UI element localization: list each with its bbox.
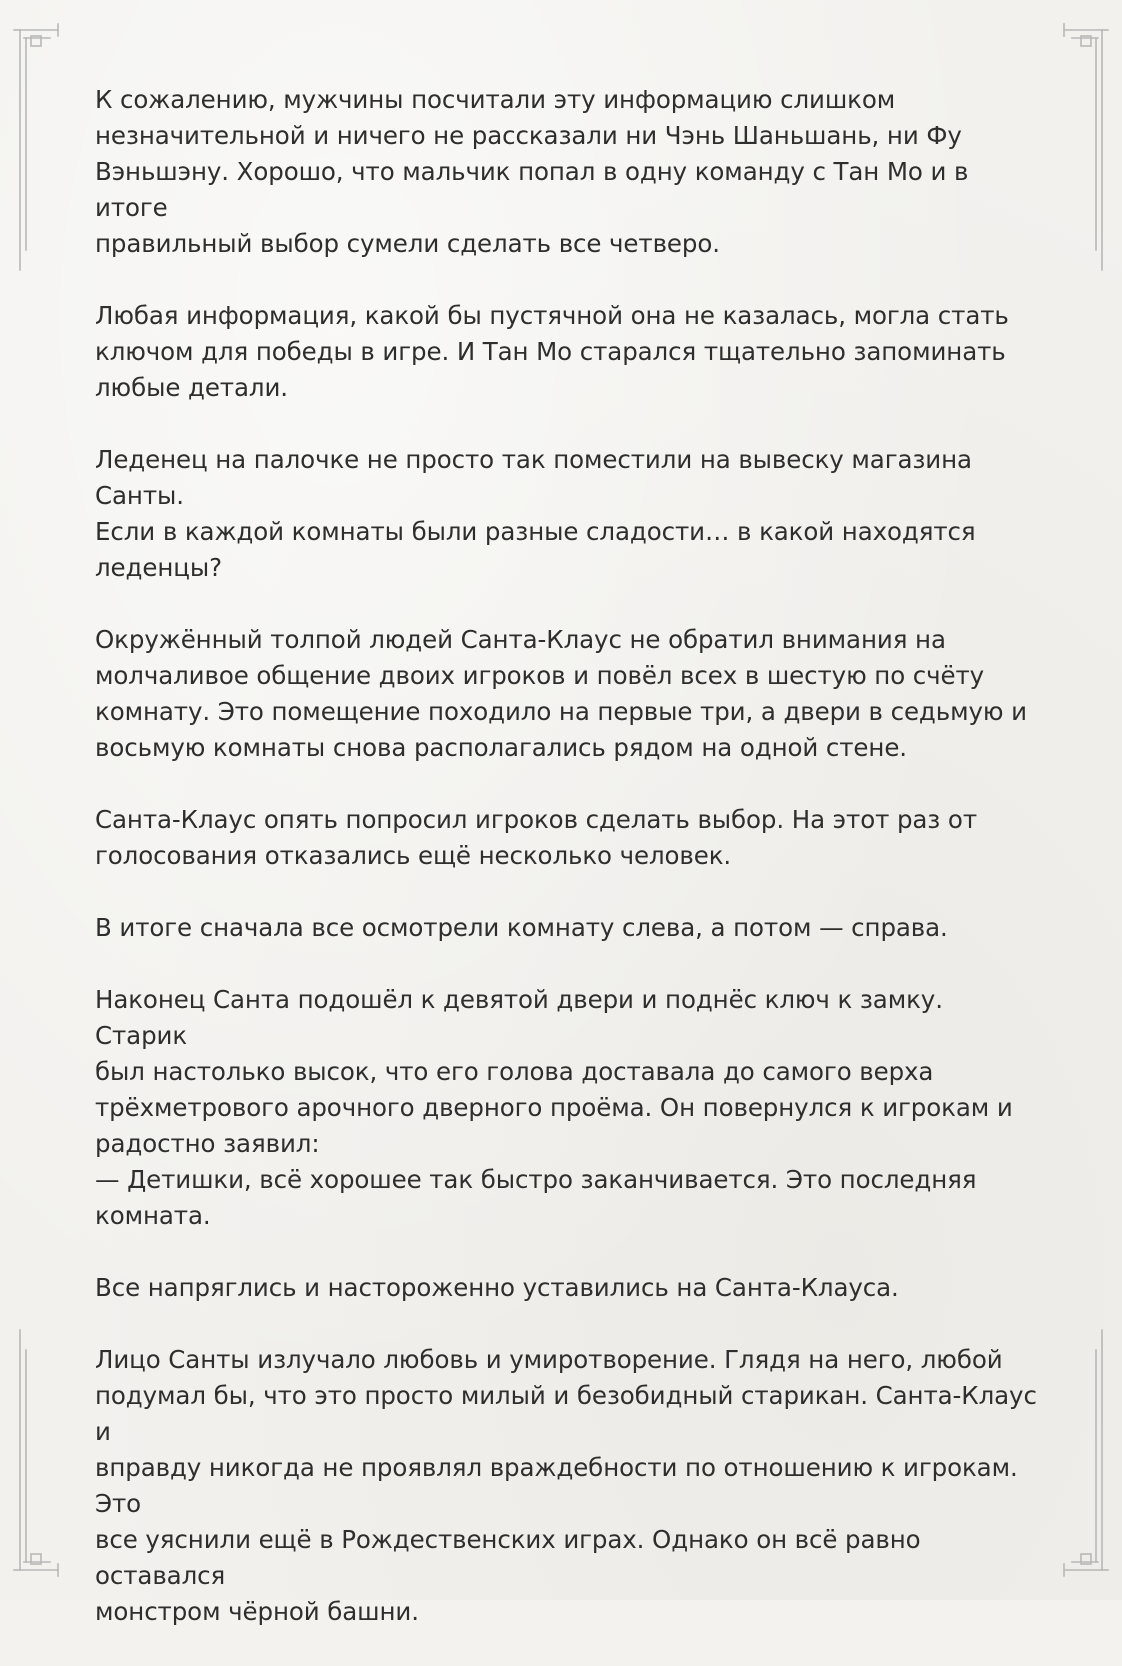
paragraph: Санта-Клаус опять попросил игроков сделать выбор. На этот раз от голосования отказались ещё несколько человек. — [95, 805, 977, 870]
chapter-text — [95, 82, 1040, 1666]
paragraph: Все напряглись и настороженно уставились на Санта-Клауса. — [95, 1273, 899, 1302]
corner-ornament-bottom-right — [1064, 1330, 1108, 1576]
paragraph: Лицо Санты излучало любовь и умиротворение. Глядя на него, любой подумал бы, что это просто милый и безобидный старикан. Санта-Клаус и вправду никогда не проявлял враждебности по отношению к игрокам. Это все уяснили ещё в Рождественских играх. Однако он всё равно оставался монстром чёрной башни. — [95, 1345, 1037, 1626]
paragraph: В итоге сначала все осмотрели комнату слева, а потом — справа. — [95, 913, 948, 942]
paragraph: К сожалению, мужчины посчитали эту информацию слишком незначительной и ничего не рассказали ни Чэнь Шаньшань, ни Фу Вэньшэну. Хорошо, что мальчик попал в одну команду с Тан Мо и в итоге правильный выбор сумели сделать все четверо. — [95, 85, 969, 258]
corner-ornament-bottom-left — [14, 1330, 58, 1576]
paragraph: Леденец на палочке не просто так поместили на вывеску магазина Санты. Если в каждой комнаты были разные сладости… в какой находятся леденцы? — [95, 445, 976, 582]
paragraph: Окружённый толпой людей Санта-Клаус не обратил внимания на молчаливое общение двоих игроков и повёл всех в шестую по счёту комнату. Это помещение походило на первые три, а двери в седьмую и восьмую комнаты снова располагались рядом на одной стене. — [95, 625, 1027, 762]
paragraph: Любая информация, какой бы пустячной она не казалась, могла стать ключом для победы в игре. И Тан Мо старался тщательно запоминать любые детали. — [95, 301, 1009, 402]
corner-ornament-top-right — [1064, 24, 1108, 270]
paragraph: Наконец Санта подошёл к девятой двери и поднёс ключ к замку. Старик был настолько высок, что его голова доставала до самого верха трёхметрового арочного дверного проёма. Он повернулся к игрокам и радостно заявил: — Детишки, всё хорошее так быстро заканчивается. Это последняя комната. — [95, 985, 1013, 1230]
corner-ornament-top-left — [14, 24, 58, 270]
